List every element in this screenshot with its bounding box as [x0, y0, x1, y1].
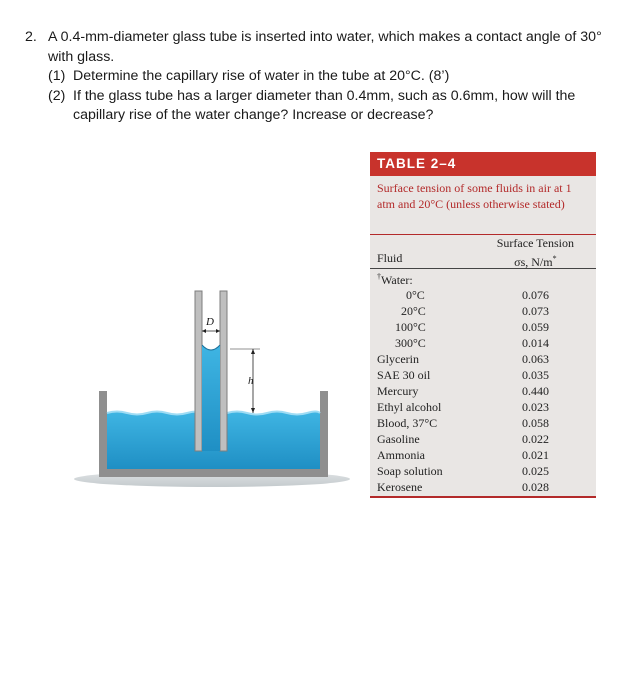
table-row-fluid: Glycerin: [377, 352, 419, 366]
container-bottom: [99, 469, 328, 477]
problem-line-1: A 0.4-mm-diameter glass tube is inserted into water, which makes a contact angle of 30°: [48, 29, 602, 45]
table-row-fluid: Gasoline: [377, 432, 420, 446]
table-row-value: 0.035: [522, 368, 549, 382]
tube-water-column: [202, 345, 220, 451]
table-row-value: 0.023: [522, 400, 549, 414]
column-header-fluid: Fluid: [377, 251, 403, 265]
part-1-text: Determine the capillary rise of water in the tube at 20°C. (8’): [73, 68, 450, 84]
capillary-figure: [72, 283, 352, 488]
container-left-wall: [99, 391, 107, 477]
table-caption: Surface tension of some fluids in air at 1 atm and 20°C (unless otherwise stated): [377, 181, 572, 211]
table-row-value: 0.028: [522, 480, 549, 494]
d-arrow-left: [202, 329, 206, 333]
table-row-fluid: 20°C: [401, 304, 426, 318]
table-row-value: 0.021: [522, 448, 549, 462]
water-label: Water:: [381, 273, 413, 287]
tube-right-wall: [220, 291, 227, 451]
problem-line-2: with glass.: [48, 48, 115, 65]
h-arrow-top: [251, 349, 255, 354]
table-row-value: 0.014: [522, 336, 549, 350]
problem-number: 2.: [25, 29, 37, 45]
table-row-value: 0.440: [522, 384, 549, 398]
table-row-value: 0.073: [522, 304, 549, 318]
part-2-text-line-2: capillary rise of the water change? Increase or decrease?: [73, 107, 434, 123]
h-arrow-bottom: [251, 408, 255, 413]
table-row-fluid: Mercury: [377, 384, 419, 398]
part-2-label: (2): [48, 87, 66, 104]
table-row-fluid: 0°C: [406, 288, 425, 302]
table-row-fluid: Kerosene: [377, 480, 423, 494]
column-header-surface-tension: [497, 235, 574, 270]
table-row-fluid: 100°C: [395, 320, 426, 334]
table-row-fluid: Blood, 37°C: [377, 416, 438, 430]
part-2-text-line-1: If the glass tube has a larger diameter than 0.4mm, such as 0.6mm, how will the: [73, 87, 576, 104]
table-title: TABLE 2–4: [370, 152, 596, 176]
d-arrow-right: [216, 329, 220, 333]
table-row-value: 0.059: [522, 320, 549, 334]
table-row-fluid: Ammonia: [377, 448, 425, 462]
table-row-fluid: Ethyl alcohol: [377, 400, 442, 414]
table-row-fluid: SAE 30 oil: [377, 368, 431, 382]
tube-left-wall: [195, 291, 202, 451]
table-row-value: 0.058: [522, 416, 549, 430]
part-1-label: (1): [48, 68, 66, 84]
table-row-value: 0.025: [522, 464, 549, 478]
column-header-footnote: *: [552, 254, 557, 263]
table-rule-bottom: [370, 496, 596, 498]
table-row-value: 0.076: [522, 288, 549, 302]
capillary-diagram: [72, 283, 352, 488]
column-header-unit: σs, N/m: [514, 255, 553, 269]
water-footnote-mark: †: [377, 272, 381, 281]
column-header-line-1: Surface Tension: [496, 236, 574, 250]
label-h: h: [248, 375, 254, 387]
table-rule-mid: [370, 268, 596, 269]
surface-tension-table: [370, 152, 596, 497]
label-d: D: [206, 316, 214, 328]
container-right-wall: [320, 391, 328, 477]
table-row-fluid: Soap solution: [377, 464, 443, 478]
water-group-label: [377, 272, 413, 288]
table-row-value: 0.063: [522, 352, 549, 366]
table-row-fluid: 300°C: [395, 336, 426, 350]
table-row-value: 0.022: [522, 432, 549, 446]
